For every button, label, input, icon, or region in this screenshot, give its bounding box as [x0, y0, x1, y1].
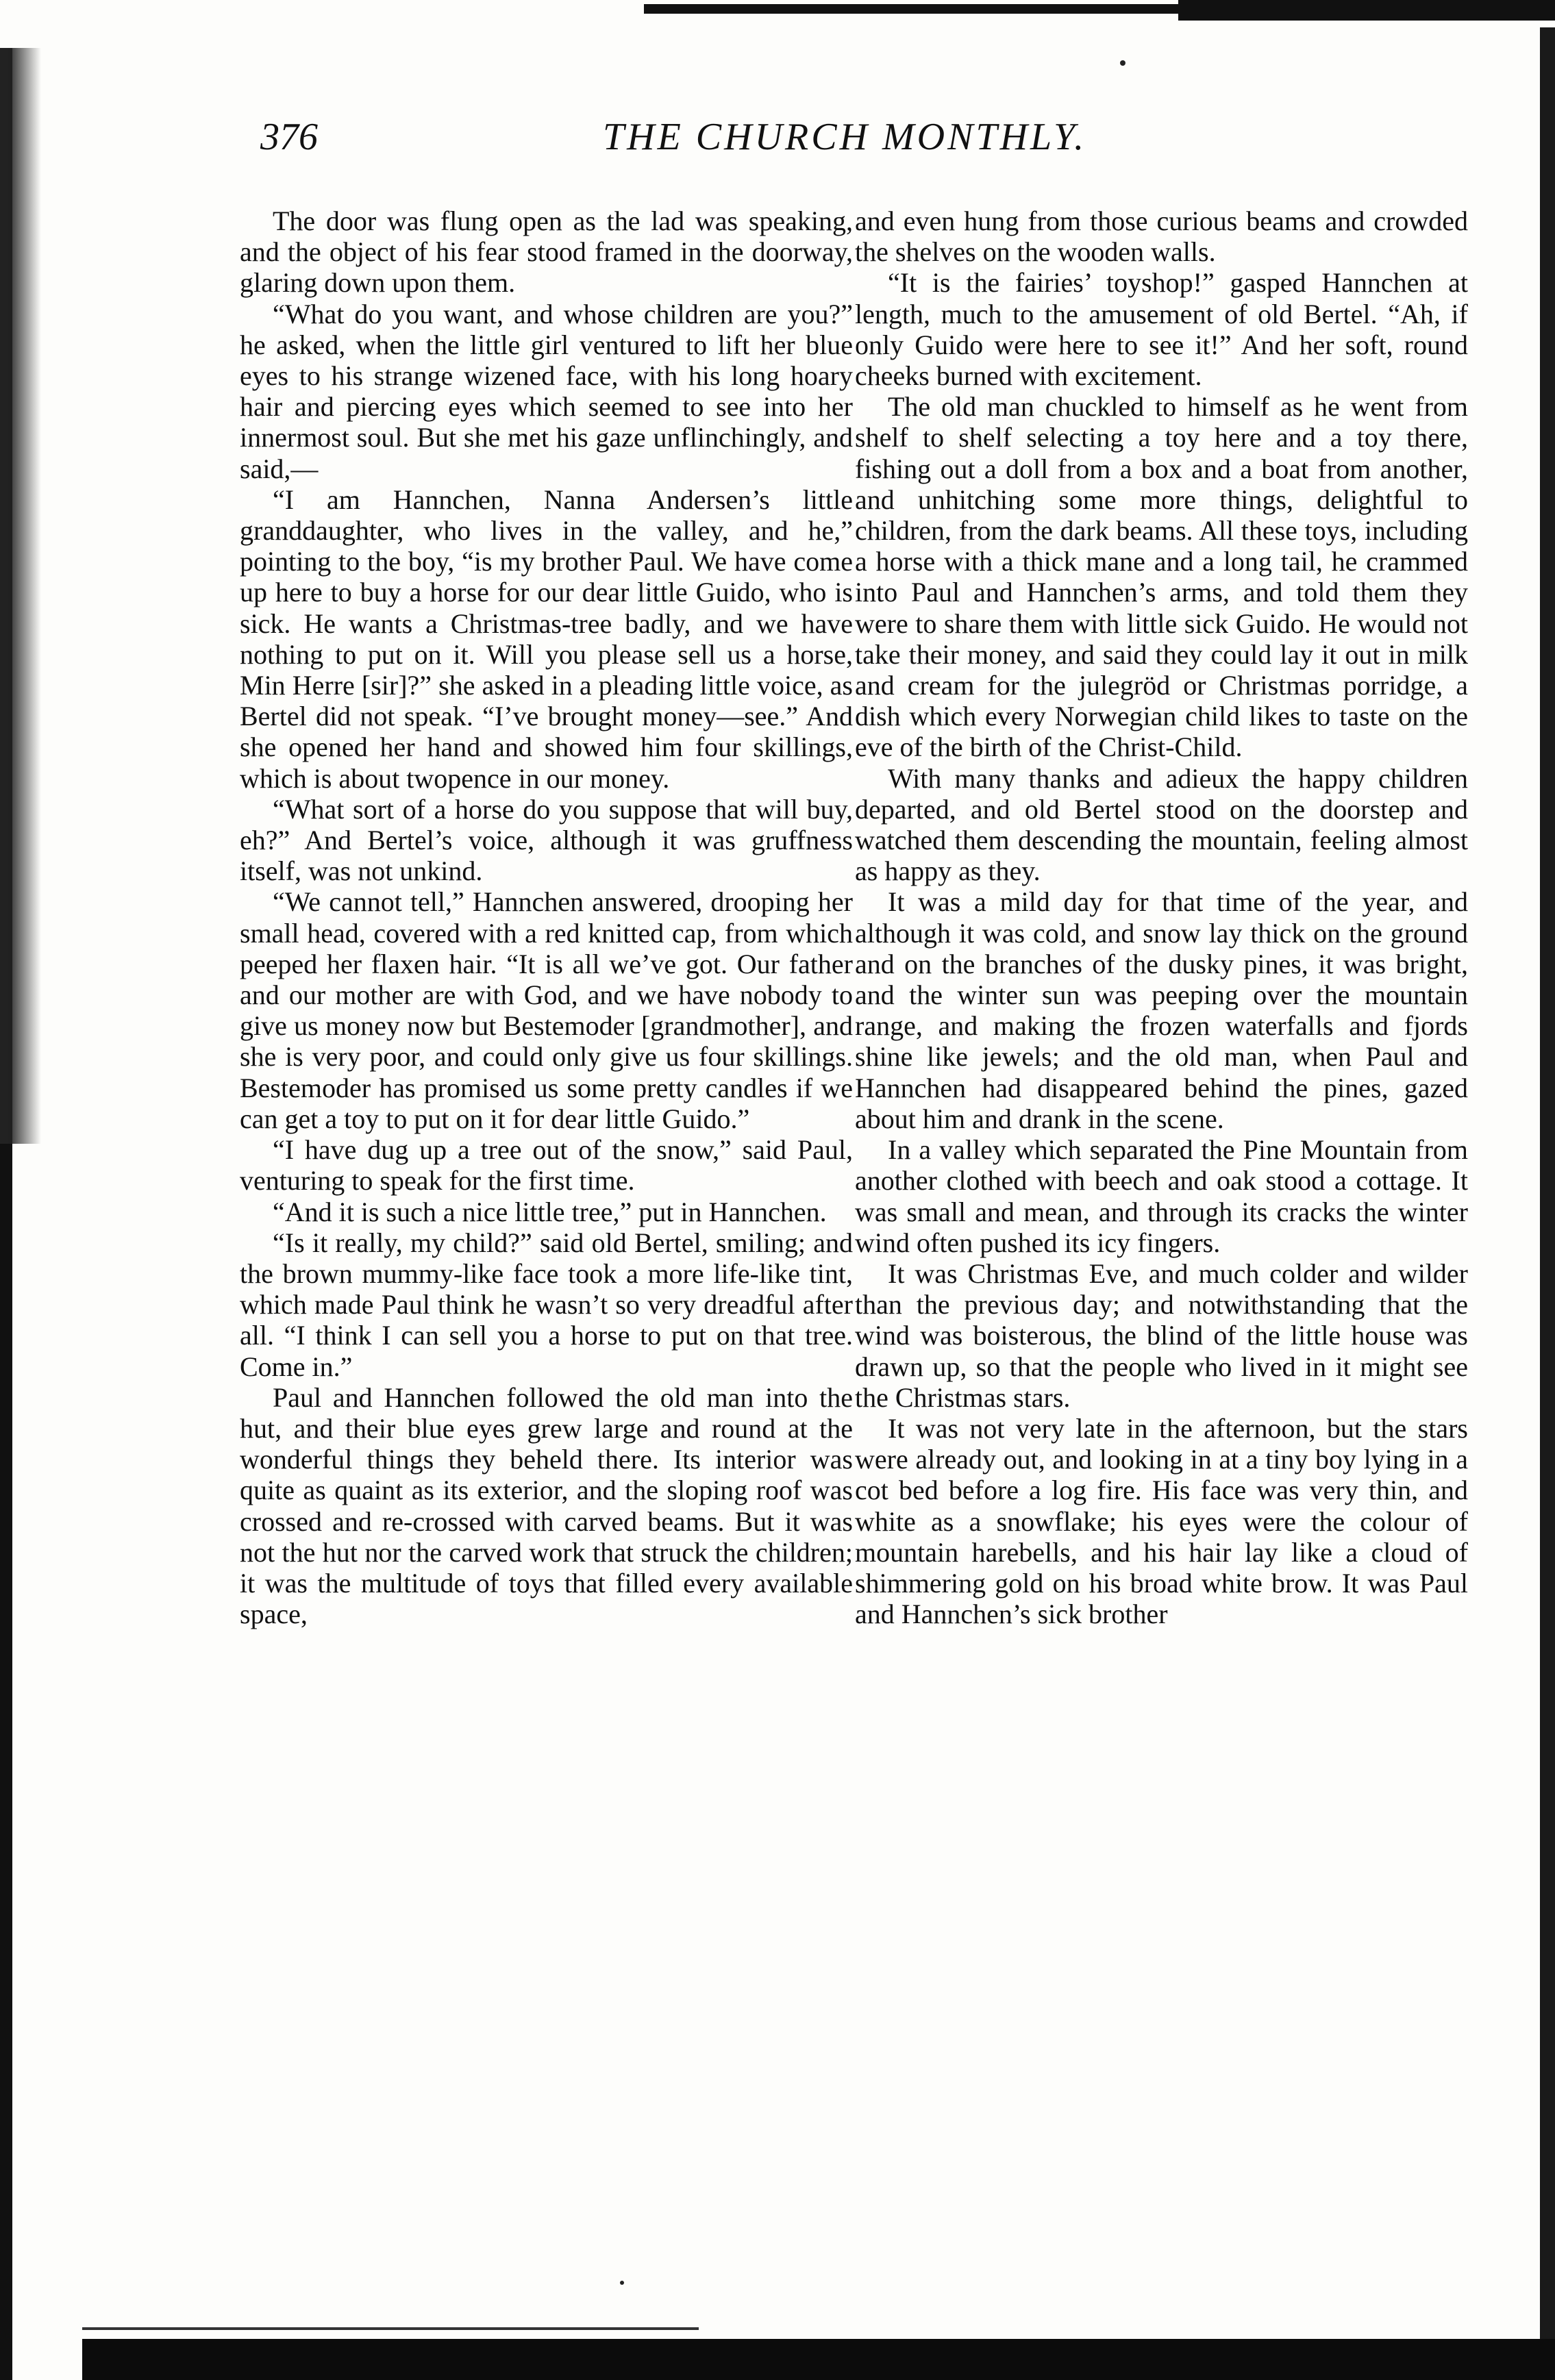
paragraph: “What sort of a horse do you suppose that will buy, eh?” And Bertel’s voice, although it was gruffness itself, was not unkind. — [240, 793, 853, 887]
scan-edge-bottom-line — [82, 2327, 699, 2330]
page-number: 376 — [260, 116, 318, 158]
scan-edge-top-corner — [1178, 0, 1555, 21]
paragraph: It was not very late in the afternoon, but the stars were already out, and looking in at a tiny boy lying in a cot bed before a log fire. His face was very thin, and white as a snowflake; his eyes were the colour of mountain harebells, and his hair lay like a cloud of shimmering gold on his broad white brow. It was Paul and Hannchen’s sick brother — [855, 1412, 1468, 1630]
right-column — [855, 205, 1468, 1629]
scan-edge-left-shadow — [0, 48, 41, 1144]
paragraph: “We cannot tell,” Hannchen answered, drooping her small head, covered with a red knitted cap, from which peeped her flaxen hair. “It is all we’ve got. Our father and our mother are with God, and we have nobody to give us money now but Bestemoder [grandmother], and she is very poor, and could only give us four skillings. Bestemoder has promised us some pretty candles if we can get a toy to put on it for dear little Guido.” — [240, 886, 853, 1134]
scan-speck — [1120, 60, 1125, 66]
page-header — [206, 115, 1439, 170]
paragraph: “And it is such a nice little tree,” put in Hannchen. — [273, 1196, 827, 1227]
scan-edge-right — [1540, 27, 1555, 2342]
paragraph: It was Christmas Eve, and much colder and wilder than the previous day; and notwithstanding that the wind was boisterous, the blind of the little house was drawn up, so that the people who lived in it might see the Christmas stars. — [855, 1257, 1468, 1413]
paragraph: In a valley which separated the Pine Mountain from another clothed with beech and oak stood a cottage. It was small and mean, and through its cracks the winter wind often pushed its icy fingers. — [855, 1134, 1468, 1258]
running-title: THE CHURCH MONTHLY. — [603, 116, 1087, 158]
left-column — [240, 205, 853, 1629]
paragraph: The old man chuckled to himself as he went from shelf to shelf selecting a toy here and a toy there, fishing out a doll from a box and a boat from another, and unhitching some more things, delightful to children, from the dark beams. All these toys, including a horse with a thick mane and a long tail, he crammed into Paul and Hannchen’s arms, and told them they were to share them with little sick Guido. He would not take their money, and said they could lay it out in milk and cream for the julegröd or Christmas porridge, a dish which every Norwegian child likes to taste on the eve of the birth of the Christ-Child. — [855, 391, 1468, 763]
paragraph: Paul and Hannchen followed the old man into the hut, and their blue eyes grew large and round at the wonderful things they beheld there. Its interior was quite as quaint as its exterior, and the sloping roof was crossed and re-crossed with carved beams. But it was not the hut nor the carved work that struck the children; it was the multitude of toys that filled every available space, — [240, 1381, 853, 1630]
paragraph: The door was flung open as the lad was speaking, and the object of his fear stood framed in the doorway, glaring down upon them. — [240, 205, 853, 299]
paragraph: “It is the fairies’ toyshop!” gasped Hannchen at length, much to the amusement of old Bertel. “Ah, if only Guido were here to see it!” And her soft, round cheeks burned with excitement. — [855, 267, 1468, 392]
paragraph: “I have dug up a tree out of the snow,” said Paul, venturing to speak for the first time. — [240, 1134, 853, 1197]
paragraph: and even hung from those curious beams and crowded the shelves on the wooden walls. — [855, 205, 1468, 268]
scan-speck — [620, 2281, 624, 2285]
paragraph: With many thanks and adieux the happy children departed, and old Bertel stood on the doorstep and watched them descending the mountain, feeling almost as happy as they. — [855, 762, 1468, 887]
paragraph: “Is it really, my child?” said old Bertel, smiling; and the brown mummy-like face took a more life-like tint, which made Paul think he wasn’t so very dreadful after all. “I think I can sell you a horse to put on that tree. Come in.” — [240, 1227, 853, 1382]
paragraph: “What do you want, and whose children are you?” he asked, when the little girl ventured to lift her blue eyes to his strange wizened face, with his long hoary hair and piercing eyes which seemed to see into her innermost soul. But she met his gaze unflinchingly, and said,— — [240, 298, 853, 484]
paragraph: “I am Hannchen, Nanna Andersen’s little granddaughter, who lives in the valley, and he,” pointing to the boy, “is my brother Paul. We have come up here to buy a horse for our dear little Guido, who is sick. He wants a Christmas-tree badly, and we have nothing to put on it. Will you please sell us a horse, Min Herre [sir]?” she asked in a pleading little voice, as Bertel did not speak. “I’ve brought money—see.” And she opened her hand and showed him four skillings, which is about twopence in our money. — [240, 484, 853, 794]
scan-edge-bottom — [82, 2339, 1555, 2380]
paragraph: It was a mild day for that time of the year, and although it was cold, and snow lay thick on the ground and on the branches of the dusky pines, it was bright, and the winter sun was peeping over the mountain range, and making the frozen waterfalls and fjords shine like jewels; and the old man, when Paul and Hannchen had disappeared behind the pines, gazed about him and drank in the scene. — [855, 886, 1468, 1134]
